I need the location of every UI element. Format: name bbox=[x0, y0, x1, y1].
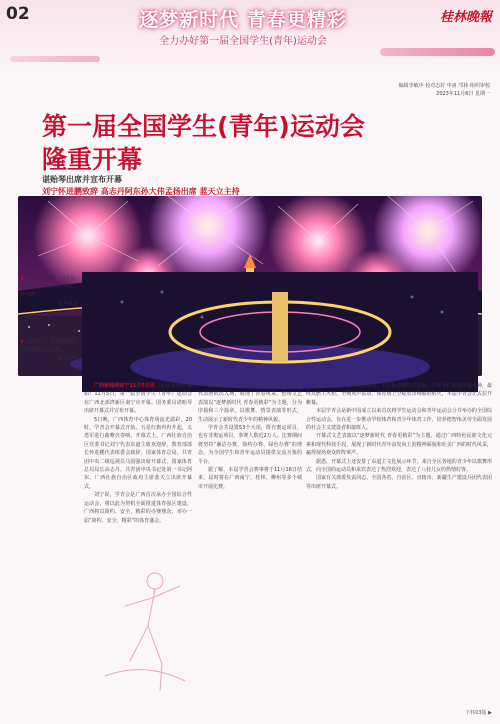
banner-subtitle: 全力办好第一届全国学生(青年)运动会 bbox=[159, 36, 327, 47]
caption-arrow-icon: ⬇ bbox=[20, 339, 25, 345]
article-paragraph: 国家有关部委负责同志，全国各省、自治区、直辖市、新疆生产建设兵团代表团等出席开幕式。 bbox=[306, 475, 492, 490]
caption-arrow-icon: ⬆ bbox=[20, 276, 25, 282]
continued-next-page: 下转03版 ▶ bbox=[465, 710, 492, 716]
athlete-line-illustration bbox=[100, 566, 190, 696]
subhead-primary: 谌贻琴出席并宣布开幕 bbox=[42, 175, 122, 184]
headline-line-2: 隆重开幕 bbox=[42, 145, 143, 174]
article-paragraph: 开幕式文艺表演以“逐梦新时代 青春更精彩”为主题，通过广西特色民族文化元素和现代科技手段，展现了新时代青年奋发向上的精神面貌和壮美广西的时代风采，赢得现场观众阵阵掌声。 bbox=[306, 433, 492, 457]
article-paragraph: 据了解，本届学青会赛事将于11月16日结束，届时将在广西南宁、桂林、柳州等多个城市开展比赛。 bbox=[198, 467, 302, 490]
subhead-secondary: 刘宁怀进鹏致辞 高志丹阿东孙大伟孟扬出席 蓝天立主持 bbox=[42, 187, 240, 196]
photo-caption-1 bbox=[20, 275, 78, 308]
article-column-3 bbox=[306, 382, 492, 692]
page-number: 02 bbox=[6, 4, 30, 24]
newspaper-logo: 桂林晚報 bbox=[439, 10, 492, 25]
article-paragraph: 学青会共设置53个大项，既有奥运项目，也有非奥运项目，参赛人数近2万人。比赛期间将坚持“廉洁办赛、简约办赛、绿色办赛”的理念，为全国学生和青年运动员提供交流互鉴的平台。 bbox=[198, 425, 302, 465]
headline-line-1: 第一届全国学生(青年)运动会 bbox=[42, 112, 365, 141]
article-column-2 bbox=[198, 382, 302, 707]
caption-1-credit: 新华社发 bbox=[57, 301, 78, 307]
article-paragraph: 据悉，开幕式上还安排了东道主文化展示环节，来自全区各地的青少年以歌舞形式，向全国的运动员和来宾表达了热烈欢迎，表达了八桂儿女的热情好客。 bbox=[306, 458, 492, 474]
headline bbox=[42, 110, 462, 176]
article-paragraph: 刘宁说，学青会是广西首次承办全国综合性运动会，将以此为契机全面推进体育强区建设，广西将以简约、安全、精彩的办赛理念，举办一届“简约、安全、精彩”的体育盛会。 bbox=[84, 492, 192, 524]
article-paragraph: 运动员宣誓、裁判员宣誓后，主火炬点燃仪式开始。火炬手们依次传递火种，最终点燃主火炬，全场欢声雷动，体育场上空绽放出绚丽的焰火，本届学青会正式拉开帷幕。 bbox=[306, 383, 492, 406]
article-paragraph: 广西新闻网南宁11月5日讯（记者刘自中 陈娟）11月5日，第一届全国学生（青年）运动会在广西北部湾新区南宁市开幕。国务委员谌贻琴出席开幕式并宣布开幕。 bbox=[84, 383, 192, 415]
article-paragraph: 5日晚，广西体育中心体育场流光溢彩，20时，学青会开幕式开始。五星红旗冉冉升起，义勇军进行曲嘹亮奏响。开幕式上，广西壮族自治区党委书记刘宁代表东道主致欢迎辞，教育部部长怀进鹏代表组委会致辞，国家体育总局、共青团中央二级巡视员马国强出席开幕式，国家体育总局局长高志丹、共青团中央书记处第一书记阿东、广西壮族自治区政府主席蓝天立出席开幕式。 bbox=[84, 416, 192, 490]
article-paragraph: 在开幕式上，来自全国各地的青年运动员代表团依次入场，展现了青春风采。整场文艺表演以“逐梦新时代 青春更精彩”为主题，分为序篇和三个篇章，以歌舞、情景表演等形式，生动展示了新时代青少年的精神风貌。 bbox=[198, 383, 302, 423]
caption-2-text: 11月5日，各代表团旗帜在开幕式上入场。 bbox=[20, 339, 76, 353]
editor-line: 编辑李敏中 校对志好 申祖 邝林·组织审校 bbox=[398, 83, 490, 89]
caption-2-credit: 新华社发 bbox=[57, 356, 78, 362]
caption-1-text: 11月5日，第一届全国学生(青年)运动会主火炬被点燃。 bbox=[20, 276, 76, 298]
decorative-ribbon-right bbox=[380, 48, 495, 56]
issue-date: 2023年11月6日 星期一 bbox=[436, 91, 490, 97]
decorative-ribbon-left bbox=[10, 56, 100, 62]
stage-ring-photo bbox=[82, 272, 478, 392]
banner-title: 逐梦新时代 青春更精彩 bbox=[139, 9, 347, 31]
article-dateline: 广西新闻网南宁11月5日讯 bbox=[94, 383, 156, 389]
article-paragraph: 本届学青会是新中国成立以来首次将学生运动会和青年运动会合并举办的全国综合性运动会，旨在进一步推动学校体育和青少年体育工作，培养德智体美劳全面发展的社会主义建设者和接班人。 bbox=[306, 408, 492, 432]
photo-caption-2 bbox=[20, 338, 78, 363]
